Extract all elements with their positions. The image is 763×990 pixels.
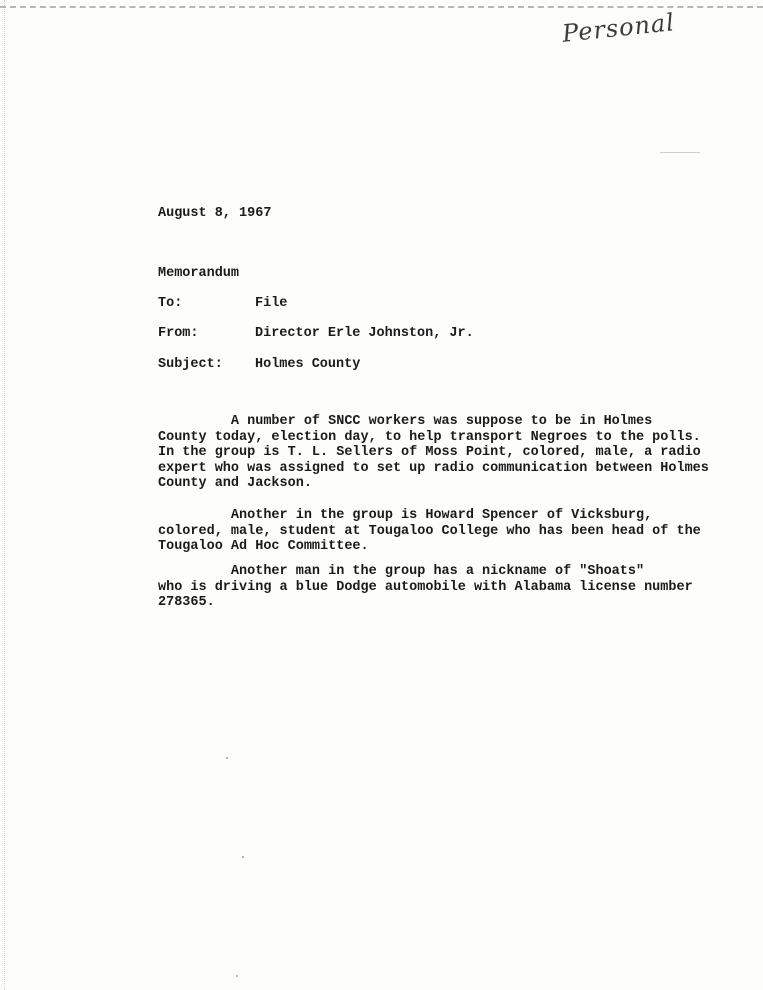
scan-speck [226,757,228,759]
subject-value: Holmes County [255,357,361,372]
body-paragraph-3: Another man in the group has a nickname of "Shoats" who is driving a blue Dodge automobile with Alabama license number 278365. [158,564,693,610]
scan-speck [242,856,244,858]
body-paragraph-2: Another in the group is Howard Spencer of Vicksburg, colored, male, student at Tougaloo College who has been head of the Tougaloo Ad Hoc Committee. [158,508,701,554]
to-label: To: [158,296,183,311]
subject-label: Subject: [158,357,223,372]
memo-date: August 8, 1967 [158,206,272,221]
from-value: Director Erle Johnston, Jr. [255,326,474,341]
body-paragraph-1: A number of SNCC workers was suppose to be in Holmes County today, election day, to help transport Negroes to the polls. In the group is T. L. Sellers of Moss Point, colored, male, a radio expert who was assigned to set up radio communication between Holmes County and Jackson. [158,414,709,491]
from-label: From: [158,326,199,341]
page-left-edge [0,0,5,990]
scan-speck [236,975,238,977]
handwritten-annotation: Personal [560,8,677,48]
memo-type: Memorandum [158,266,240,281]
to-value: File [255,296,288,311]
scan-speck [660,152,700,153]
page-top-edge [0,0,763,8]
